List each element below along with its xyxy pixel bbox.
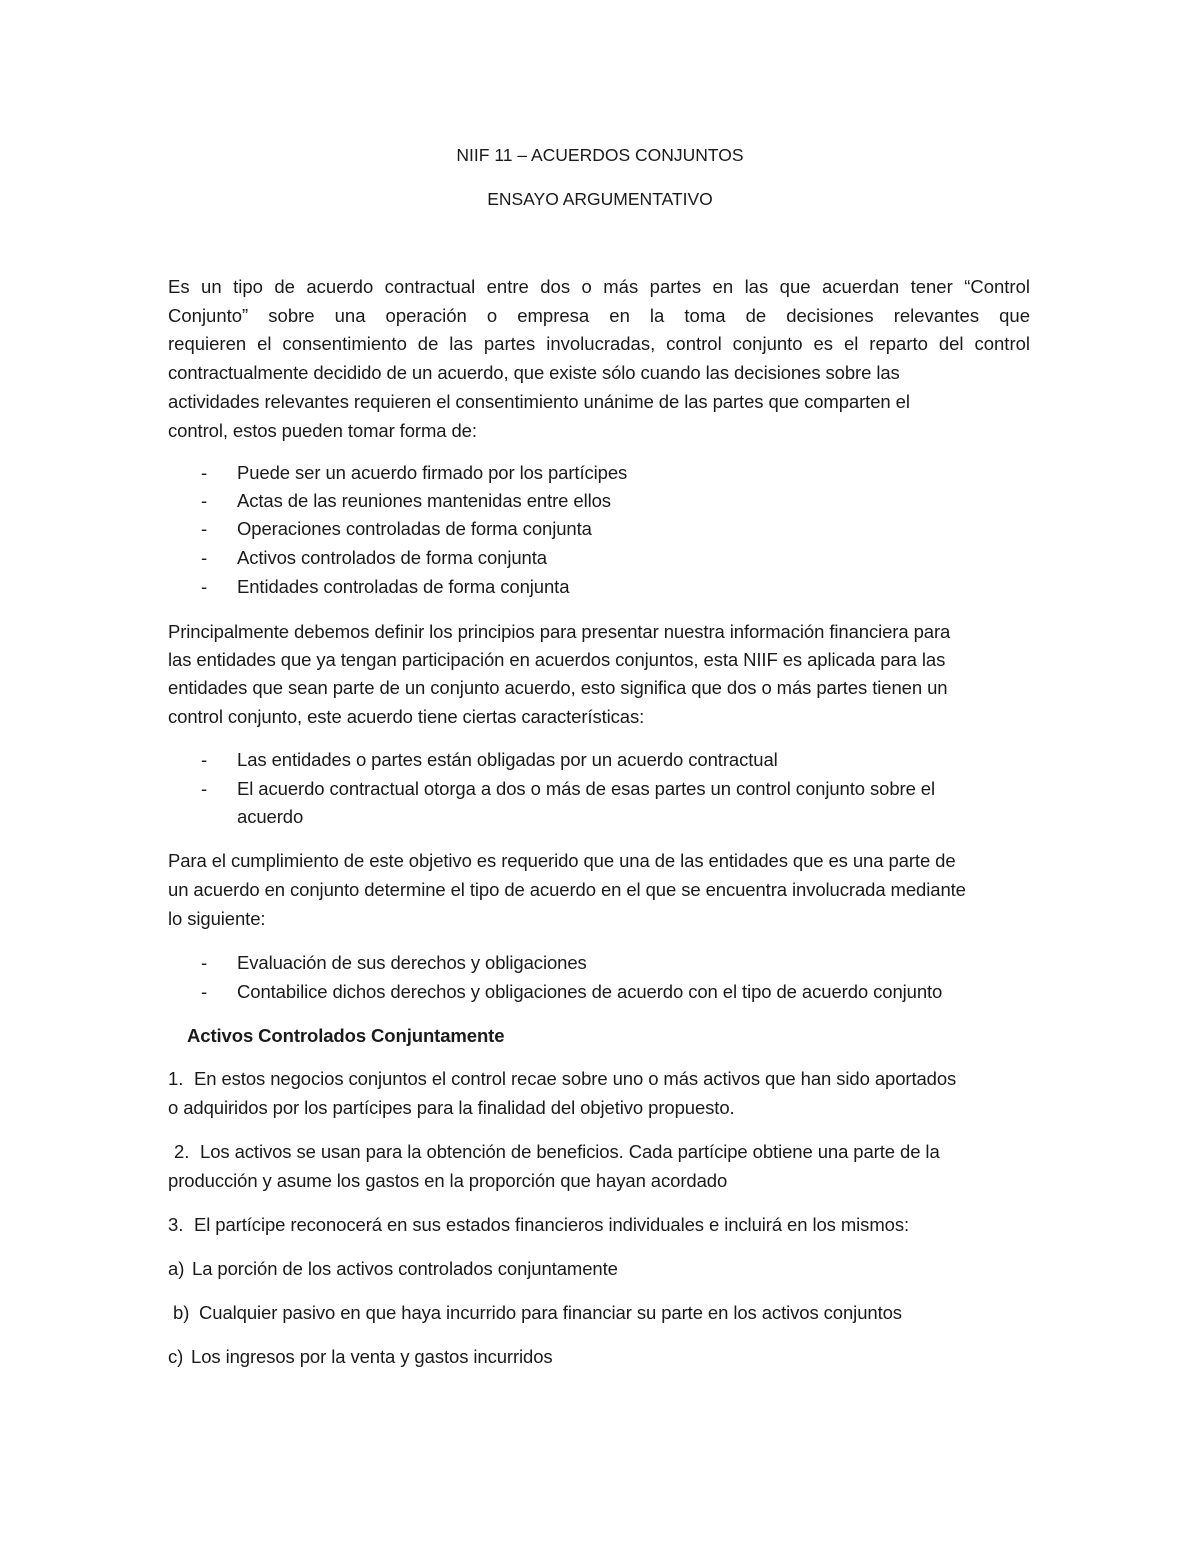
list-item: Entidades controladas de forma conjunta bbox=[237, 576, 570, 597]
list-item: El acuerdo contractual otorga a dos o más de esas partes un control conjunto sobre el bbox=[237, 778, 936, 799]
para2-line: Principalmente debemos definir los principios para presentar nuestra información financiera para bbox=[168, 621, 951, 642]
numbered-text: En estos negocios conjuntos el control recae sobre uno o más activos que han sido aportados bbox=[194, 1068, 957, 1089]
list-item: Activos controlados de forma conjunta bbox=[237, 547, 547, 568]
intro-line: contractualmente decidido de un acuerdo, que existe sólo cuando las decisiones sobre las bbox=[168, 362, 900, 383]
para3-line: Para el cumplimiento de este objetivo es requerido que una de las entidades que es una parte de bbox=[168, 850, 956, 871]
list-bullet: - bbox=[201, 778, 208, 799]
lettered-text: Los ingresos por la venta y gastos incurridos bbox=[191, 1346, 553, 1367]
list-item: Las entidades o partes están obligadas por un acuerdo contractual bbox=[237, 749, 778, 770]
lettered-text: La porción de los activos controlados conjuntamente bbox=[192, 1258, 618, 1279]
list-item: Actas de las reuniones mantenidas entre ellos bbox=[237, 490, 611, 511]
para2-line: control conjunto, este acuerdo tiene ciertas características: bbox=[168, 706, 645, 727]
intro-line: requieren el consentimiento de las partes involucradas, control conjunto es el reparto del control bbox=[168, 333, 1030, 354]
list-bullet: - bbox=[201, 952, 208, 973]
intro-line: Conjunto” sobre una operación o empresa en la toma de decisiones relevantes que bbox=[168, 305, 1030, 326]
intro-line: Es un tipo de acuerdo contractual entre dos o más partes en las que acuerdan tener “Control bbox=[168, 276, 1030, 297]
list-item-continuation: acuerdo bbox=[237, 806, 304, 827]
list-bullet: - bbox=[201, 547, 208, 568]
numbered-marker: 2. bbox=[174, 1141, 190, 1162]
document-subtitle: ENSAYO ARGUMENTATIVO bbox=[487, 189, 713, 209]
list-item: Evaluación de sus derechos y obligaciones bbox=[237, 952, 587, 973]
list-bullet: - bbox=[201, 490, 208, 511]
numbered-marker: 3. bbox=[168, 1214, 184, 1235]
para3-line: un acuerdo en conjunto determine el tipo de acuerdo en el que se encuentra involucrada mediante bbox=[168, 879, 966, 900]
intro-line: control, estos pueden tomar forma de: bbox=[168, 420, 477, 441]
intro-line: actividades relevantes requieren el consentimiento unánime de las partes que comparten el bbox=[168, 391, 910, 412]
list-bullet: - bbox=[201, 981, 208, 1002]
para2-line: las entidades que ya tengan participación en acuerdos conjuntos, esta NIIF es aplicada para las bbox=[168, 649, 946, 670]
numbered-marker: 1. bbox=[168, 1068, 184, 1089]
list-bullet: - bbox=[201, 576, 208, 597]
lettered-marker: c) bbox=[168, 1346, 184, 1367]
list-item: Contabilice dichos derechos y obligaciones de acuerdo con el tipo de acuerdo conjunto bbox=[237, 981, 943, 1002]
numbered-text: Los activos se usan para la obtención de beneficios. Cada partícipe obtiene una parte de la bbox=[200, 1141, 940, 1162]
numbered-text: producción y asume los gastos en la proporción que hayan acordado bbox=[168, 1170, 728, 1191]
document-title: NIIF 11 – ACUERDOS CONJUNTOS bbox=[456, 145, 744, 165]
section-heading: Activos Controlados Conjuntamente bbox=[187, 1025, 505, 1046]
para3-line: lo siguiente: bbox=[168, 908, 266, 929]
numbered-text: El partícipe reconocerá en sus estados financieros individuales e incluirá en los mismos: bbox=[194, 1214, 910, 1235]
list-bullet: - bbox=[201, 518, 208, 539]
lettered-marker: b) bbox=[173, 1302, 190, 1323]
lettered-marker: a) bbox=[168, 1258, 185, 1279]
list-item: Puede ser un acuerdo firmado por los partícipes bbox=[237, 462, 628, 483]
para2-line: entidades que sean parte de un conjunto acuerdo, esto significa que dos o más partes tienen un bbox=[168, 677, 948, 698]
list-bullet: - bbox=[201, 462, 208, 483]
numbered-text: o adquiridos por los partícipes para la finalidad del objetivo propuesto. bbox=[168, 1097, 735, 1118]
lettered-text: Cualquier pasivo en que haya incurrido para financiar su parte en los activos conjuntos bbox=[199, 1302, 902, 1323]
list-bullet: - bbox=[201, 749, 208, 770]
list-item: Operaciones controladas de forma conjunta bbox=[237, 518, 592, 539]
